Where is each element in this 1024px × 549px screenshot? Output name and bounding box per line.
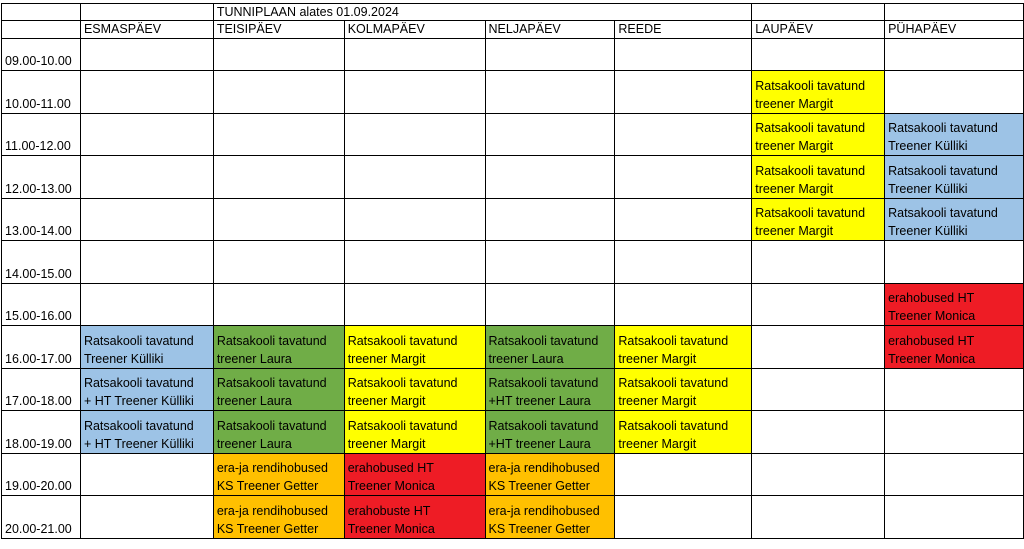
empty-cell bbox=[485, 241, 615, 284]
empty-cell bbox=[344, 283, 485, 326]
empty-title-cell bbox=[615, 4, 752, 21]
empty-cell bbox=[80, 156, 213, 199]
lesson-trainer: KS Treener Getter bbox=[216, 479, 319, 493]
empty-cell bbox=[615, 71, 752, 114]
time-slot-row bbox=[2, 368, 1024, 411]
lesson-trainer: KS Treener Getter bbox=[216, 521, 319, 536]
empty-cell bbox=[615, 241, 752, 284]
empty-cell bbox=[615, 283, 752, 326]
lesson-name: erahobused HT bbox=[888, 333, 975, 348]
empty-cell bbox=[80, 241, 213, 284]
time-slot-label: 19.00-20.00 bbox=[2, 453, 81, 496]
lesson-trainer: treener Margit bbox=[618, 436, 697, 451]
lesson-cell-sunday bbox=[885, 198, 1024, 241]
lesson-name: Ratsakooli tavatund bbox=[755, 78, 866, 93]
lesson-name: Ratsakooli tavatund bbox=[618, 333, 729, 348]
lesson-name: era-ja rendihobused bbox=[488, 503, 600, 518]
lesson-name: erahobused HT bbox=[347, 461, 434, 475]
day-header-sunday: PÜHAPÄEV bbox=[885, 21, 1024, 39]
lesson-trainer: treener Margit bbox=[347, 351, 426, 366]
empty-cell bbox=[213, 156, 344, 199]
lesson-trainer: KS Treener Getter bbox=[488, 479, 590, 493]
lesson-trainer: treener Margit bbox=[618, 394, 697, 408]
time-slot-row bbox=[2, 39, 1024, 71]
empty-cell bbox=[485, 39, 615, 71]
lesson-cell-thursday bbox=[485, 368, 615, 411]
time-slot-row bbox=[2, 113, 1024, 156]
time-slot-row bbox=[2, 453, 1024, 496]
empty-cell bbox=[615, 198, 752, 241]
empty-cell bbox=[752, 283, 885, 326]
lesson-name: Ratsakooli tavatund bbox=[488, 333, 599, 348]
lesson-cell-wednesday bbox=[344, 411, 485, 454]
day-header-thursday: NELJAPÄEV bbox=[485, 21, 615, 39]
time-slot-label: 14.00-15.00 bbox=[2, 241, 81, 284]
lesson-cell-monday bbox=[80, 368, 213, 411]
empty-title-cell bbox=[885, 4, 1024, 21]
day-header-row bbox=[2, 21, 1024, 39]
empty-title-cell bbox=[752, 4, 885, 21]
lesson-cell-tuesday bbox=[213, 453, 344, 496]
time-slot-label: 10.00-11.00 bbox=[2, 71, 81, 114]
lesson-name: erahobused HT bbox=[888, 291, 975, 305]
lesson-name: Ratsakooli tavatund bbox=[755, 121, 866, 135]
lesson-cell-friday bbox=[615, 326, 752, 369]
empty-corner-cell bbox=[2, 4, 81, 21]
empty-cell bbox=[885, 453, 1024, 496]
lesson-name: Ratsakooli tavatund bbox=[216, 418, 327, 433]
lesson-cell-tuesday bbox=[213, 411, 344, 454]
lesson-name: Ratsakooli tavatund bbox=[83, 376, 194, 390]
day-header-saturday: LAUPÄEV bbox=[752, 21, 885, 39]
lesson-trainer: Treener Külliki bbox=[888, 181, 968, 196]
lesson-name: era-ja rendihobused bbox=[488, 461, 600, 475]
empty-cell bbox=[885, 71, 1024, 114]
empty-cell bbox=[344, 241, 485, 284]
empty-cell bbox=[885, 39, 1024, 71]
title-row bbox=[2, 4, 1024, 21]
empty-cell bbox=[80, 113, 213, 156]
lesson-cell-tuesday bbox=[213, 326, 344, 369]
lesson-trainer: treener Margit bbox=[347, 394, 426, 408]
time-slot-label: 12.00-13.00 bbox=[2, 156, 81, 199]
empty-cell bbox=[752, 241, 885, 284]
lesson-trainer: +HT treener Laura bbox=[488, 394, 591, 408]
lesson-name: era-ja rendihobused bbox=[216, 461, 329, 475]
lesson-cell-wednesday bbox=[344, 496, 485, 539]
empty-cell bbox=[885, 411, 1024, 454]
lesson-trainer: treener Laura bbox=[216, 436, 292, 451]
lesson-cell-friday bbox=[615, 411, 752, 454]
lesson-trainer: treener Laura bbox=[216, 351, 292, 366]
lesson-name: Ratsakooli tavatund bbox=[618, 376, 729, 390]
lesson-trainer: treener Laura bbox=[488, 351, 564, 366]
lesson-name: Ratsakooli tavatund bbox=[488, 376, 599, 390]
empty-cell bbox=[485, 71, 615, 114]
empty-cell bbox=[80, 496, 213, 539]
lesson-trainer: treener Margit bbox=[755, 139, 834, 153]
empty-cell bbox=[344, 71, 485, 114]
lesson-trainer: treener Laura bbox=[216, 394, 292, 408]
time-slot-row bbox=[2, 326, 1024, 369]
empty-cell bbox=[752, 411, 885, 454]
lesson-trainer: Treener Külliki bbox=[83, 351, 164, 366]
lesson-cell-friday bbox=[615, 368, 752, 411]
time-slot-label: 18.00-19.00 bbox=[2, 411, 81, 454]
lesson-cell-saturday bbox=[752, 113, 885, 156]
empty-cell bbox=[752, 496, 885, 539]
time-slot-row bbox=[2, 241, 1024, 284]
empty-cell bbox=[213, 198, 344, 241]
day-header-friday: REEDE bbox=[615, 21, 752, 39]
empty-cell bbox=[80, 283, 213, 326]
empty-cell bbox=[80, 39, 213, 71]
lesson-trainer: treener Margit bbox=[755, 96, 834, 111]
empty-cell bbox=[752, 39, 885, 71]
lesson-cell-sunday bbox=[885, 326, 1024, 369]
lesson-cell-sunday bbox=[885, 283, 1024, 326]
empty-cell bbox=[344, 39, 485, 71]
timetable bbox=[1, 3, 1024, 539]
empty-cell bbox=[885, 241, 1024, 284]
empty-cell bbox=[213, 71, 344, 114]
lesson-cell-sunday bbox=[885, 156, 1024, 199]
empty-cell bbox=[485, 113, 615, 156]
lesson-name: Ratsakooli tavatund bbox=[488, 418, 599, 433]
empty-cell bbox=[213, 39, 344, 71]
lesson-trainer: +HT treener Laura bbox=[488, 436, 591, 451]
lesson-trainer: Treener Külliki bbox=[888, 224, 968, 238]
lesson-trainer: Treener Monica bbox=[888, 309, 976, 323]
lesson-trainer: Treener Monica bbox=[888, 351, 976, 366]
empty-cell bbox=[213, 113, 344, 156]
lesson-cell-saturday bbox=[752, 156, 885, 199]
lesson-cell-saturday bbox=[752, 71, 885, 114]
time-slot-label: 11.00-12.00 bbox=[2, 113, 81, 156]
lesson-trainer: treener Margit bbox=[755, 181, 834, 196]
time-slot-label: 20.00-21.00 bbox=[2, 496, 81, 539]
day-header-monday: ESMASPÄEV bbox=[80, 21, 213, 39]
lesson-cell-tuesday bbox=[213, 496, 344, 539]
empty-cell bbox=[344, 198, 485, 241]
lesson-cell-wednesday bbox=[344, 368, 485, 411]
empty-cell bbox=[752, 368, 885, 411]
empty-cell bbox=[485, 156, 615, 199]
empty-cell bbox=[213, 283, 344, 326]
lesson-cell-sunday bbox=[885, 113, 1024, 156]
time-slot-row bbox=[2, 411, 1024, 454]
lesson-trainer: + HT Treener Külliki bbox=[83, 394, 194, 408]
empty-cell bbox=[615, 496, 752, 539]
empty-cell bbox=[615, 156, 752, 199]
lesson-cell-monday bbox=[80, 326, 213, 369]
lesson-name: Ratsakooli tavatund bbox=[755, 206, 866, 220]
time-slot-label: 15.00-16.00 bbox=[2, 283, 81, 326]
time-slot-label: 16.00-17.00 bbox=[2, 326, 81, 369]
lesson-cell-thursday bbox=[485, 326, 615, 369]
empty-cell bbox=[213, 241, 344, 284]
empty-cell bbox=[885, 368, 1024, 411]
time-slot-row bbox=[2, 283, 1024, 326]
lesson-cell-wednesday bbox=[344, 326, 485, 369]
lesson-trainer: + HT Treener Külliki bbox=[83, 436, 194, 451]
empty-cell bbox=[344, 156, 485, 199]
lesson-name: erahobuste HT bbox=[347, 503, 431, 518]
empty-cell bbox=[485, 198, 615, 241]
lesson-name: Ratsakooli tavatund bbox=[83, 333, 194, 348]
time-header-cell bbox=[2, 21, 81, 39]
empty-cell bbox=[485, 283, 615, 326]
lesson-cell-wednesday bbox=[344, 453, 485, 496]
time-slot-label: 13.00-14.00 bbox=[2, 198, 81, 241]
empty-cell bbox=[80, 198, 213, 241]
empty-cell bbox=[80, 453, 213, 496]
lesson-name: Ratsakooli tavatund bbox=[347, 376, 458, 390]
time-slot-label: 09.00-10.00 bbox=[2, 39, 81, 71]
lesson-trainer: Treener Külliki bbox=[888, 139, 968, 153]
time-slot-row bbox=[2, 156, 1024, 199]
lesson-cell-monday bbox=[80, 411, 213, 454]
empty-cell bbox=[344, 113, 485, 156]
empty-cell bbox=[752, 326, 885, 369]
lesson-name: Ratsakooli tavatund bbox=[216, 376, 327, 390]
empty-cell bbox=[80, 71, 213, 114]
time-slot-row bbox=[2, 198, 1024, 241]
lesson-name: Ratsakooli tavatund bbox=[216, 333, 327, 348]
lesson-name: era-ja rendihobused bbox=[216, 503, 329, 518]
empty-cell bbox=[752, 453, 885, 496]
lesson-trainer: treener Margit bbox=[755, 224, 834, 238]
lesson-cell-thursday bbox=[485, 411, 615, 454]
day-header-wednesday: KOLMAPÄEV bbox=[344, 21, 485, 39]
lesson-cell-tuesday bbox=[213, 368, 344, 411]
empty-cell bbox=[615, 39, 752, 71]
lesson-name: Ratsakooli tavatund bbox=[347, 333, 458, 348]
lesson-trainer: treener Margit bbox=[618, 351, 697, 366]
lesson-trainer: Treener Monica bbox=[347, 479, 435, 493]
lesson-name: Ratsakooli tavatund bbox=[888, 121, 998, 135]
day-header-tuesday: TEISIPÄEV bbox=[213, 21, 344, 39]
lesson-trainer: Treener Monica bbox=[347, 521, 435, 536]
empty-title-cell bbox=[80, 4, 213, 21]
lesson-trainer: KS Treener Getter bbox=[488, 521, 590, 536]
empty-cell bbox=[615, 113, 752, 156]
empty-cell bbox=[615, 453, 752, 496]
lesson-cell-thursday bbox=[485, 453, 615, 496]
lesson-cell-saturday bbox=[752, 198, 885, 241]
lesson-cell-thursday bbox=[485, 496, 615, 539]
time-slot-label: 17.00-18.00 bbox=[2, 368, 81, 411]
time-slot-row bbox=[2, 71, 1024, 114]
lesson-name: Ratsakooli tavatund bbox=[347, 418, 458, 433]
time-slot-row bbox=[2, 496, 1024, 539]
lesson-name: Ratsakooli tavatund bbox=[888, 206, 998, 220]
timetable-title: TUNNIPLAAN alates 01.09.2024 bbox=[213, 4, 615, 21]
lesson-trainer: treener Margit bbox=[347, 436, 426, 451]
lesson-name: Ratsakooli tavatund bbox=[618, 418, 729, 433]
empty-cell bbox=[885, 496, 1024, 539]
lesson-name: Ratsakooli tavatund bbox=[83, 418, 194, 433]
lesson-name: Ratsakooli tavatund bbox=[755, 163, 866, 178]
lesson-name: Ratsakooli tavatund bbox=[888, 163, 998, 178]
